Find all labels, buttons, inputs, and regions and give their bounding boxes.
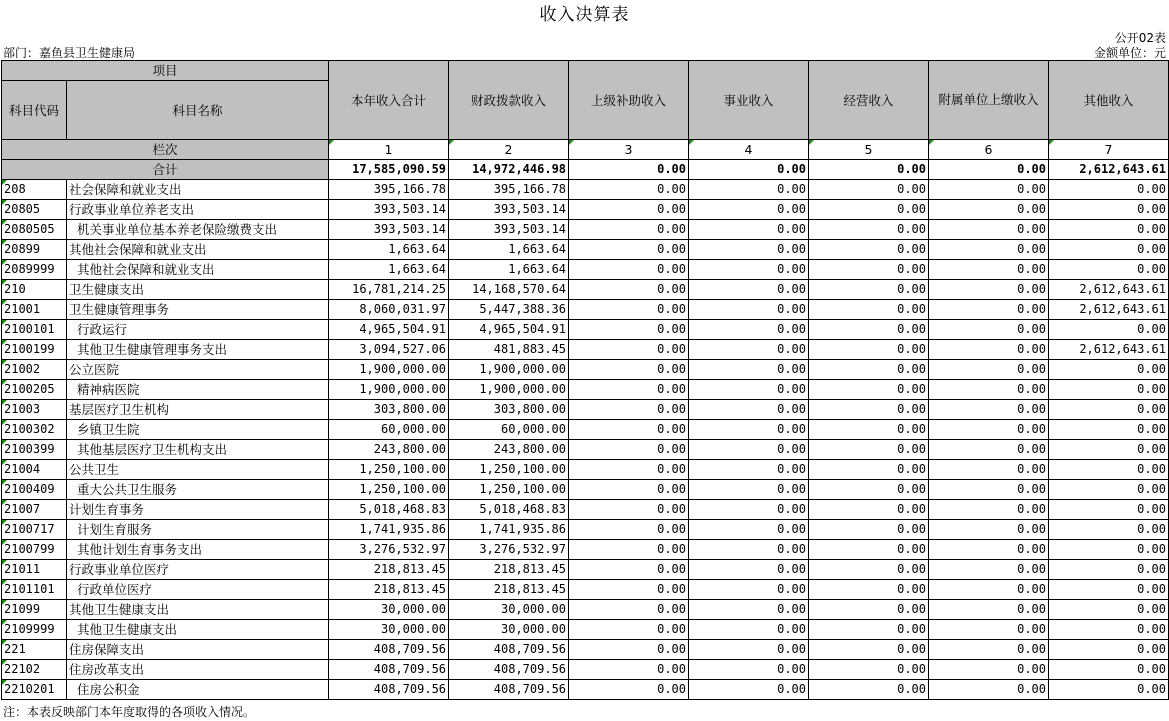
row-value: 408,709.56 (449, 680, 569, 700)
row-value: 0.00 (1049, 580, 1169, 600)
table-row (2, 460, 1169, 480)
table-row (2, 400, 1169, 420)
table-row (2, 340, 1169, 360)
table-row (2, 500, 1169, 520)
row-value: 0.00 (689, 580, 809, 600)
row-value: 0.00 (929, 220, 1049, 240)
row-value: 0.00 (809, 260, 929, 280)
col-number-2: 2 (449, 140, 569, 160)
row-code: 21099 (2, 600, 67, 620)
row-value: 0.00 (809, 440, 929, 460)
row-value: 0.00 (929, 680, 1049, 700)
table-row (2, 660, 1169, 680)
row-value: 243,800.00 (449, 440, 569, 460)
row-value: 5,018,468.83 (329, 500, 449, 520)
row-value: 0.00 (1049, 560, 1169, 580)
row-value: 0.00 (929, 320, 1049, 340)
row-value: 0.00 (1049, 620, 1169, 640)
row-value: 0.00 (1049, 320, 1169, 340)
row-value: 0.00 (1049, 240, 1169, 260)
row-name: 其他计划生育事务支出 (67, 540, 329, 560)
row-value: 0.00 (569, 540, 689, 560)
row-value: 0.00 (1049, 540, 1169, 560)
row-value: 395,166.78 (329, 180, 449, 200)
row-value: 0.00 (689, 200, 809, 220)
row-name: 社会保障和就业支出 (67, 180, 329, 200)
row-value: 0.00 (689, 560, 809, 580)
table-row (2, 220, 1169, 240)
table-row (2, 440, 1169, 460)
row-code: 2101101 (2, 580, 67, 600)
row-value: 30,000.00 (449, 600, 569, 620)
row-value: 0.00 (929, 240, 1049, 260)
row-value: 60,000.00 (449, 420, 569, 440)
row-value: 0.00 (809, 680, 929, 700)
row-code: 2100409 (2, 480, 67, 500)
row-value: 1,900,000.00 (329, 380, 449, 400)
row-value: 481,883.45 (449, 340, 569, 360)
table-row (2, 260, 1169, 280)
total-value: 0.00 (809, 160, 929, 180)
row-value: 218,813.45 (329, 560, 449, 580)
row-value: 395,166.78 (449, 180, 569, 200)
row-value: 0.00 (929, 600, 1049, 620)
header-other-income: 其他收入 (1049, 61, 1169, 140)
row-code: 2100717 (2, 520, 67, 540)
row-value: 0.00 (689, 600, 809, 620)
row-value: 0.00 (929, 580, 1049, 600)
row-value: 0.00 (809, 240, 929, 260)
page-title: 收入决算表 (539, 5, 630, 25)
row-name: 计划生育服务 (67, 520, 329, 540)
row-name: 公立医院 (67, 360, 329, 380)
row-value: 218,813.45 (449, 580, 569, 600)
row-name: 机关事业单位基本养老保险缴费支出 (67, 220, 329, 240)
col-number-4: 4 (689, 140, 809, 160)
row-value: 0.00 (1049, 260, 1169, 280)
header-item: 项目 (2, 61, 329, 81)
total-value: 0.00 (569, 160, 689, 180)
header-lanci: 栏次 (2, 140, 329, 160)
row-value: 0.00 (809, 520, 929, 540)
row-value: 2,612,643.61 (1049, 300, 1169, 320)
table-row (2, 420, 1169, 440)
table-row (2, 240, 1169, 260)
row-value: 3,094,527.06 (329, 340, 449, 360)
table-row (2, 380, 1169, 400)
row-value: 0.00 (569, 380, 689, 400)
row-name: 重大公共卫生服务 (67, 480, 329, 500)
row-code: 2100205 (2, 380, 67, 400)
row-name: 行政事业单位医疗 (67, 560, 329, 580)
row-value: 0.00 (1049, 220, 1169, 240)
row-value: 0.00 (809, 380, 929, 400)
col-number-5: 5 (809, 140, 929, 160)
row-value: 0.00 (1049, 480, 1169, 500)
col-number-1: 1 (329, 140, 449, 160)
row-value: 0.00 (809, 340, 929, 360)
table-row (2, 200, 1169, 220)
row-value: 0.00 (1049, 600, 1169, 620)
row-value: 1,663.64 (449, 260, 569, 280)
row-value: 0.00 (689, 420, 809, 440)
row-value: 0.00 (809, 280, 929, 300)
table-row (2, 640, 1169, 660)
header-name: 科目名称 (67, 81, 329, 140)
row-name: 卫生健康支出 (67, 280, 329, 300)
row-name: 公共卫生 (67, 460, 329, 480)
total-value: 0.00 (929, 160, 1049, 180)
total-value: 14,972,446.98 (449, 160, 569, 180)
row-value: 0.00 (689, 480, 809, 500)
row-code: 21004 (2, 460, 67, 480)
row-code: 2100101 (2, 320, 67, 340)
col-number-6: 6 (929, 140, 1049, 160)
row-value: 0.00 (1049, 500, 1169, 520)
table-row (2, 680, 1169, 700)
row-value: 0.00 (569, 200, 689, 220)
row-value: 0.00 (569, 220, 689, 240)
row-value: 60,000.00 (329, 420, 449, 440)
row-name: 住房公积金 (67, 680, 329, 700)
row-value: 0.00 (809, 180, 929, 200)
row-value: 0.00 (689, 540, 809, 560)
row-name: 其他卫生健康支出 (67, 620, 329, 640)
row-value: 1,900,000.00 (449, 380, 569, 400)
row-value: 1,741,935.86 (449, 520, 569, 540)
row-value: 0.00 (689, 340, 809, 360)
row-value: 0.00 (929, 460, 1049, 480)
row-value: 1,900,000.00 (329, 360, 449, 380)
row-value: 0.00 (929, 280, 1049, 300)
header-fiscal-appropriation: 财政拨款收入 (449, 61, 569, 140)
row-code: 2080505 (2, 220, 67, 240)
row-value: 0.00 (569, 280, 689, 300)
row-code: 21001 (2, 300, 67, 320)
row-value: 0.00 (929, 380, 1049, 400)
footnote: 注：本表反映部门本年度取得的各项收入情况。 (3, 705, 256, 719)
row-name: 乡镇卫生院 (67, 420, 329, 440)
row-value: 0.00 (689, 240, 809, 260)
table-row (2, 580, 1169, 600)
form-number: 公开02表 (1114, 31, 1166, 45)
row-value: 0.00 (689, 380, 809, 400)
row-value: 0.00 (569, 620, 689, 640)
row-value: 5,018,468.83 (449, 500, 569, 520)
row-value: 14,168,570.64 (449, 280, 569, 300)
row-value: 2,612,643.61 (1049, 280, 1169, 300)
row-value: 0.00 (689, 660, 809, 680)
row-value: 0.00 (929, 420, 1049, 440)
total-value: 17,585,090.59 (329, 160, 449, 180)
row-value: 2,612,643.61 (1049, 340, 1169, 360)
row-value: 408,709.56 (449, 640, 569, 660)
row-value: 0.00 (929, 560, 1049, 580)
row-value: 0.00 (1049, 380, 1169, 400)
row-value: 0.00 (1049, 400, 1169, 420)
table-row (2, 540, 1169, 560)
row-value: 0.00 (689, 640, 809, 660)
row-value: 303,800.00 (329, 400, 449, 420)
row-value: 0.00 (1049, 360, 1169, 380)
row-value: 0.00 (569, 500, 689, 520)
row-value: 0.00 (809, 580, 929, 600)
row-value: 0.00 (929, 360, 1049, 380)
row-value: 408,709.56 (449, 660, 569, 680)
row-value: 1,663.64 (449, 240, 569, 260)
header-affiliated-income: 附属单位上缴收入 (929, 61, 1049, 140)
row-value: 0.00 (809, 460, 929, 480)
row-code: 21002 (2, 360, 67, 380)
unit-label: 金额单位：元 (1093, 46, 1166, 60)
row-code: 2109999 (2, 620, 67, 640)
table-row (2, 620, 1169, 640)
row-value: 0.00 (689, 440, 809, 460)
row-value: 0.00 (689, 360, 809, 380)
row-value: 0.00 (809, 320, 929, 340)
row-value: 0.00 (569, 460, 689, 480)
row-code: 21011 (2, 560, 67, 580)
row-value: 0.00 (569, 320, 689, 340)
row-name: 基层医疗卫生机构 (67, 400, 329, 420)
table-row (2, 360, 1169, 380)
row-code: 20899 (2, 240, 67, 260)
row-value: 0.00 (929, 340, 1049, 360)
department-label: 部门：嘉鱼县卫生健康局 (3, 46, 136, 60)
row-value: 0.00 (809, 560, 929, 580)
row-name: 卫生健康管理事务 (67, 300, 329, 320)
row-value: 0.00 (689, 680, 809, 700)
total-value: 2,612,643.61 (1049, 160, 1169, 180)
header-operating-income: 经营收入 (809, 61, 929, 140)
row-value: 0.00 (929, 640, 1049, 660)
row-value: 0.00 (929, 300, 1049, 320)
row-value: 393,503.14 (329, 220, 449, 240)
row-value: 0.00 (569, 300, 689, 320)
row-value: 16,781,214.25 (329, 280, 449, 300)
row-value: 408,709.56 (329, 660, 449, 680)
row-value: 0.00 (689, 220, 809, 240)
col-number-3: 3 (569, 140, 689, 160)
row-code: 22102 (2, 660, 67, 680)
table-row (2, 320, 1169, 340)
row-value: 0.00 (1049, 640, 1169, 660)
row-value: 303,800.00 (449, 400, 569, 420)
row-name: 行政事业单位养老支出 (67, 200, 329, 220)
row-value: 0.00 (569, 660, 689, 680)
row-name: 其他社会保障和就业支出 (67, 260, 329, 280)
row-value: 0.00 (569, 400, 689, 420)
row-value: 0.00 (569, 240, 689, 260)
row-code: 208 (2, 180, 67, 200)
header-total-income: 本年收入合计 (329, 61, 449, 140)
row-value: 0.00 (929, 660, 1049, 680)
row-value: 0.00 (689, 620, 809, 640)
row-value: 1,900,000.00 (449, 360, 569, 380)
row-value: 0.00 (929, 480, 1049, 500)
table-row (2, 280, 1169, 300)
row-value: 0.00 (809, 200, 929, 220)
row-value: 0.00 (689, 300, 809, 320)
row-value: 30,000.00 (449, 620, 569, 640)
row-value: 0.00 (929, 500, 1049, 520)
row-value: 408,709.56 (329, 640, 449, 660)
row-value: 0.00 (1049, 180, 1169, 200)
row-value: 0.00 (1049, 420, 1169, 440)
table-row (2, 180, 1169, 200)
row-value: 0.00 (929, 440, 1049, 460)
row-value: 1,250,100.00 (329, 480, 449, 500)
row-value: 0.00 (1049, 440, 1169, 460)
row-value: 0.00 (569, 560, 689, 580)
row-value: 0.00 (809, 660, 929, 680)
table-row (2, 480, 1169, 500)
row-value: 218,813.45 (329, 580, 449, 600)
row-code: 221 (2, 640, 67, 660)
row-value: 4,965,504.91 (329, 320, 449, 340)
row-value: 408,709.56 (329, 680, 449, 700)
row-value: 30,000.00 (329, 600, 449, 620)
row-value: 0.00 (809, 480, 929, 500)
row-value: 0.00 (569, 520, 689, 540)
row-value: 0.00 (809, 620, 929, 640)
row-value: 0.00 (1049, 460, 1169, 480)
row-name: 其他社会保障和就业支出 (67, 240, 329, 260)
row-value: 0.00 (929, 520, 1049, 540)
row-value: 30,000.00 (329, 620, 449, 640)
row-value: 218,813.45 (449, 560, 569, 580)
row-value: 0.00 (929, 260, 1049, 280)
row-value: 0.00 (929, 400, 1049, 420)
table-row (2, 300, 1169, 320)
row-value: 0.00 (929, 620, 1049, 640)
row-value: 0.00 (689, 320, 809, 340)
row-value: 393,503.14 (449, 220, 569, 240)
row-value: 0.00 (809, 500, 929, 520)
row-value: 4,965,504.91 (449, 320, 569, 340)
row-value: 0.00 (929, 200, 1049, 220)
header-superior-subsidy: 上级补助收入 (569, 61, 689, 140)
row-value: 0.00 (569, 440, 689, 460)
row-value: 0.00 (689, 280, 809, 300)
table-row (2, 520, 1169, 540)
row-code: 2100399 (2, 440, 67, 460)
row-code: 2100799 (2, 540, 67, 560)
row-value: 0.00 (809, 300, 929, 320)
row-value: 0.00 (569, 480, 689, 500)
row-name: 精神病医院 (67, 380, 329, 400)
header-business-income: 事业收入 (689, 61, 809, 140)
row-value: 0.00 (569, 180, 689, 200)
row-value: 1,663.64 (329, 240, 449, 260)
row-value: 0.00 (1049, 660, 1169, 680)
row-value: 1,250,100.00 (449, 460, 569, 480)
row-code: 21003 (2, 400, 67, 420)
row-value: 0.00 (569, 360, 689, 380)
row-value: 5,447,388.36 (449, 300, 569, 320)
row-value: 393,503.14 (449, 200, 569, 220)
row-value: 0.00 (569, 260, 689, 280)
row-code: 210 (2, 280, 67, 300)
row-value: 0.00 (569, 600, 689, 620)
row-value: 0.00 (809, 600, 929, 620)
row-value: 0.00 (569, 680, 689, 700)
row-name: 计划生育事务 (67, 500, 329, 520)
row-name: 其他基层医疗卫生机构支出 (67, 440, 329, 460)
row-value: 0.00 (689, 180, 809, 200)
row-value: 0.00 (569, 640, 689, 660)
row-value: 0.00 (569, 420, 689, 440)
row-value: 1,741,935.86 (329, 520, 449, 540)
row-value: 1,250,100.00 (449, 480, 569, 500)
row-value: 0.00 (689, 460, 809, 480)
row-value: 0.00 (1049, 200, 1169, 220)
row-value: 0.00 (929, 180, 1049, 200)
row-name: 行政单位医疗 (67, 580, 329, 600)
row-value: 0.00 (809, 640, 929, 660)
row-value: 0.00 (689, 400, 809, 420)
row-value: 0.00 (809, 420, 929, 440)
row-value: 0.00 (1049, 520, 1169, 540)
income-table (1, 60, 1169, 700)
row-value: 243,800.00 (329, 440, 449, 460)
total-value: 0.00 (689, 160, 809, 180)
row-value: 3,276,532.97 (449, 540, 569, 560)
row-value: 0.00 (929, 540, 1049, 560)
row-name: 住房保障支出 (67, 640, 329, 660)
row-value: 393,503.14 (329, 200, 449, 220)
row-name: 住房改革支出 (67, 660, 329, 680)
row-value: 3,276,532.97 (329, 540, 449, 560)
row-value: 8,060,031.97 (329, 300, 449, 320)
row-value: 0.00 (809, 360, 929, 380)
table-row (2, 560, 1169, 580)
row-code: 2089999 (2, 260, 67, 280)
row-code: 21007 (2, 500, 67, 520)
row-value: 1,250,100.00 (329, 460, 449, 480)
row-value: 0.00 (1049, 680, 1169, 700)
table-row (2, 600, 1169, 620)
row-value: 0.00 (689, 520, 809, 540)
row-code: 20805 (2, 200, 67, 220)
row-value: 0.00 (809, 400, 929, 420)
row-code: 2210201 (2, 680, 67, 700)
row-name: 其他卫生健康管理事务支出 (67, 340, 329, 360)
row-value: 1,663.64 (329, 260, 449, 280)
header-code: 科目代码 (2, 81, 67, 140)
col-number-7: 7 (1049, 140, 1169, 160)
row-value: 0.00 (569, 340, 689, 360)
row-name: 行政运行 (67, 320, 329, 340)
row-code: 2100199 (2, 340, 67, 360)
row-value: 0.00 (569, 580, 689, 600)
row-value: 0.00 (689, 500, 809, 520)
total-label: 合计 (2, 160, 329, 180)
row-code: 2100302 (2, 420, 67, 440)
row-value: 0.00 (809, 220, 929, 240)
row-value: 0.00 (809, 540, 929, 560)
row-value: 0.00 (689, 260, 809, 280)
row-name: 其他卫生健康支出 (67, 600, 329, 620)
